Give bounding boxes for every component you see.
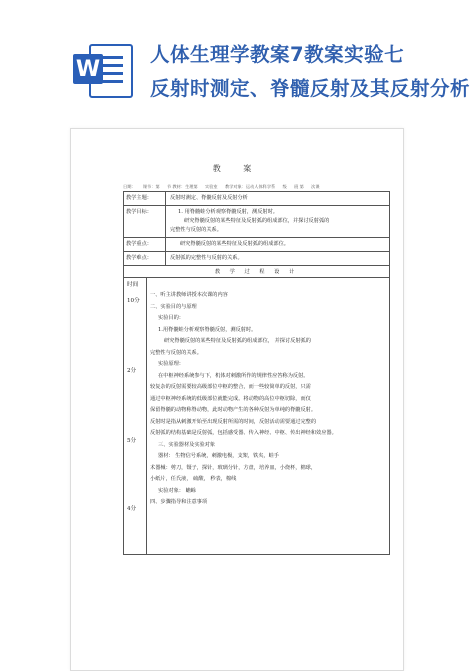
process-line: 通过中枢神经系统的低级部位就能完成。将动物的高位中枢切除，而仅 <box>150 395 311 402</box>
banner <box>0 0 474 120</box>
process-line: 反射弧的结构基础是反射弧，包括感受器、传入神经、中枢、传出神经和效应器。 <box>150 430 337 436</box>
banner-title-line-1: 人体生理学教案7教案实验七 <box>150 43 405 66</box>
time-column <box>124 278 147 554</box>
banner-title-line-2: 反射时测定、脊髓反射及其反射分析 <box>150 77 471 100</box>
meta-field: 班 第 <box>294 184 304 189</box>
row-label: 教学难点： <box>124 252 166 265</box>
process-line: 一、听主讲教师讲授本次课的内容 <box>150 292 228 298</box>
time-cell: 2分 <box>127 368 137 374</box>
process-line: 实验原理： <box>158 361 184 367</box>
row-label: 教学重点： <box>124 238 166 251</box>
meta-field: 级 <box>282 184 287 189</box>
doc-title: 教 案 <box>212 164 262 173</box>
process-line: 较复杂的反射需要较高级部位中枢的整合，而一些较简单的反射，只需 <box>150 384 311 390</box>
time-cell: 5分 <box>127 438 137 444</box>
meta-field: 教学对象：运动人体科学系 <box>224 184 276 189</box>
row-label: 教学目标： <box>124 206 166 237</box>
process-line: 1.用脊髓蛙分析观察脊髓反射，测反射时。 <box>158 326 257 333</box>
row-value: 反射弧的完整性与反射的关系。 <box>170 255 243 261</box>
row-value: 1. 用脊髓蛙分析观察脊髓反射，测反射时。 研究脊髓反射的某些特征及反射弧的组成部位，并探讨反射弧的 完整性与反射的关系。 <box>170 209 330 233</box>
table-row <box>124 192 389 205</box>
process-line: 研究脊髓反射的某些特征及反射弧的组成部位， 并探讨反射弧的 <box>164 338 311 344</box>
row-value: 反射时测定、脊髓反射及反射分析 <box>170 195 248 201</box>
process-line: 四、步骤指导和注意事项 <box>150 499 208 505</box>
row-value: 研究脊髓反射的某些特征及反射弧的组成部位。 <box>180 241 289 247</box>
doc-meta <box>123 184 383 190</box>
lesson-table <box>123 191 390 555</box>
process-line: 在中枢神经系统参与下，机体对刺激所作的规律性应答称为反射。 <box>158 372 309 379</box>
process-line: 反射时是指从刺激开始至出现反射所需的时间，反射活动需要通过完整的 <box>150 418 317 425</box>
process-line: 三、实验器材及实验对象 <box>158 441 216 448</box>
process-line: 保留脊髓的动物称脊动物，此时动物产生的各种反射为单纯的脊髓反射。 <box>150 407 317 413</box>
process-line: 实验对象： 蟾蜍 <box>158 487 196 494</box>
meta-field: 节 教材：生理第 <box>167 184 198 189</box>
process-heading: 教 学 过 程 设 计 <box>124 265 389 277</box>
table-row <box>124 237 389 251</box>
process-line: 器材： 生物信号系统，刺激电极，支架，铁夹，蛙手 <box>158 453 279 459</box>
process-line: 二、实验目的与原理 <box>150 303 197 310</box>
process-line: 术器械：剪刀，镊子，探针，玻璃分针，方盘，培养皿，小烧杯，棉球， <box>150 464 317 471</box>
row-label: 教学主题： <box>124 192 166 205</box>
process-body <box>146 278 389 554</box>
time-cell: 4分 <box>127 506 137 512</box>
table-row <box>124 251 389 265</box>
meta-field: 课节：第 <box>142 184 160 189</box>
time-cell: 10分 <box>127 298 140 304</box>
process-line: 小纸片，任氏液， 硫酸， 秒表，棉线 <box>150 476 237 482</box>
table-row <box>124 205 389 237</box>
process-line: 实验目的： <box>158 315 184 321</box>
banner-title <box>150 38 470 106</box>
time-header: 时间 <box>127 282 139 288</box>
word-document-icon: W <box>73 40 131 98</box>
process-line: 完整性与反射的关系。 <box>150 349 202 356</box>
process-section <box>124 277 389 554</box>
meta-field: 次课 <box>311 184 320 189</box>
meta-field: 日期： <box>123 184 136 189</box>
meta-field: 实验室 <box>205 184 218 189</box>
document-preview <box>70 128 404 671</box>
